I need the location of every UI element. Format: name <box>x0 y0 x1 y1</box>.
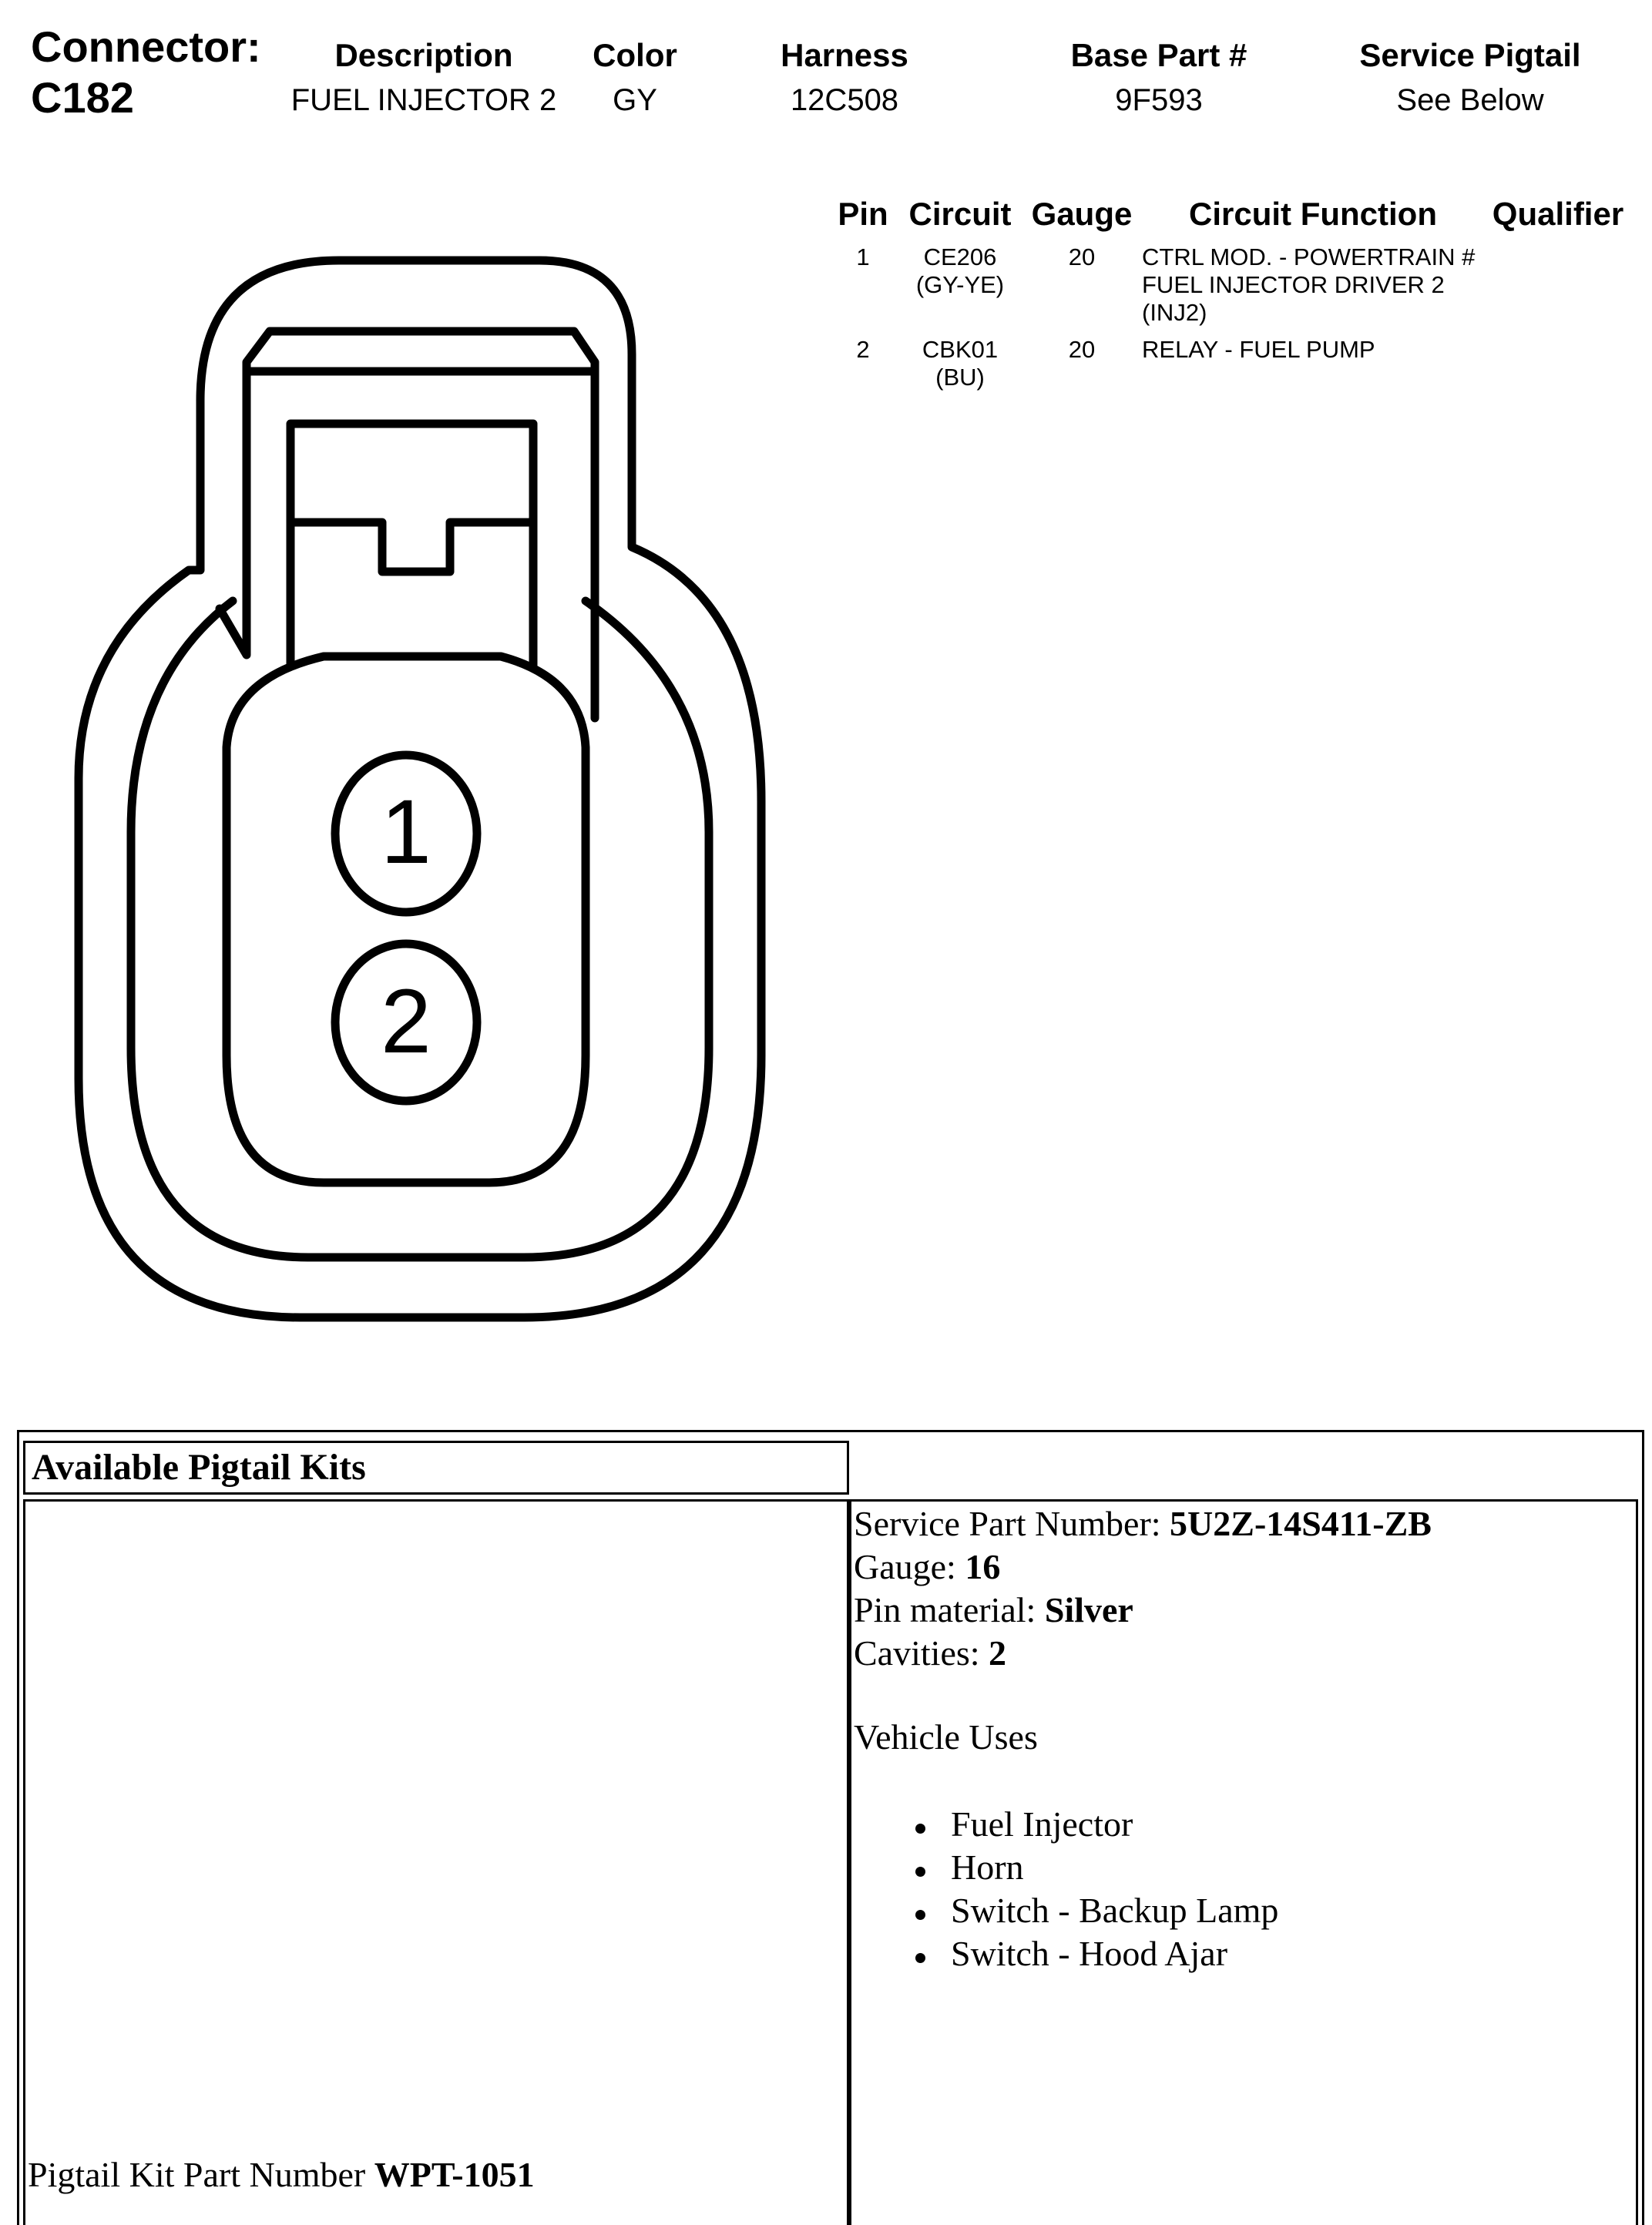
circuit-function-line: FUEL INJECTOR DRIVER 2 <box>1142 271 1445 298</box>
cavities: Cavities: 2 <box>854 1633 1007 1673</box>
connector-face-diagram <box>62 247 786 1341</box>
description-value: FUEL INJECTOR 2 <box>290 83 557 117</box>
circuit-function-header: Circuit Function <box>1189 196 1437 232</box>
pigtail-kit-part-number: Pigtail Kit Part Number WPT-1051 <box>28 2155 535 2194</box>
pigtail-image-cell <box>23 1499 849 2225</box>
connector-inner-seal <box>131 601 709 1257</box>
list-item: Switch - Hood Ajar <box>902 1932 1278 1975</box>
circuit-code: CBK01 <box>922 336 999 363</box>
pin-1-label: 1 <box>381 781 431 883</box>
pin-material: Pin material: Silver <box>854 1590 1133 1629</box>
qualifier-header: Qualifier <box>1492 196 1624 232</box>
latch-notch <box>290 522 533 572</box>
color-value: GY <box>613 83 657 117</box>
service-pigtail-value: See Below <box>1396 83 1544 117</box>
connector-label: Connector: <box>31 22 261 71</box>
base-part-header: Base Part # <box>1070 37 1247 73</box>
service-pigtail-header: Service Pigtail <box>1359 37 1581 73</box>
circuit-function-line: RELAY - FUEL PUMP <box>1142 336 1375 363</box>
circuit-color: (GY-YE) <box>915 271 1005 298</box>
list-item: Switch - Backup Lamp <box>902 1889 1278 1932</box>
service-part-number: Service Part Number: 5U2Z-14S411-ZB <box>854 1504 1432 1543</box>
pin-header: Pin <box>838 196 888 232</box>
gauge-header: Gauge <box>1031 196 1133 232</box>
pin-2-label: 2 <box>381 971 431 1072</box>
pin-number: 1 <box>856 243 870 270</box>
pigtail-gauge: Gauge: 16 <box>854 1547 1001 1586</box>
circuit-function-line: CTRL MOD. - POWERTRAIN # <box>1142 243 1476 270</box>
gauge-value: 20 <box>1068 243 1096 270</box>
circuit-header: Circuit <box>908 196 1012 232</box>
pigtail-section-title: Available Pigtail Kits <box>23 1441 849 1495</box>
description-header: Description <box>334 37 513 73</box>
list-item: Fuel Injector <box>902 1803 1278 1846</box>
latch <box>290 424 533 665</box>
circuit-function-line: (INJ2) <box>1142 299 1207 326</box>
harness-value: 12C508 <box>790 83 899 117</box>
color-header: Color <box>593 37 677 73</box>
connector-id: C182 <box>31 73 134 122</box>
base-part-value: 9F593 <box>1115 83 1203 117</box>
harness-header: Harness <box>781 37 908 73</box>
pigtail-info <box>854 1502 1432 1675</box>
circuit-code: CE206 <box>923 243 997 270</box>
circuit-color: (BU) <box>935 364 985 391</box>
pin-number: 2 <box>856 336 870 363</box>
list-item: Horn <box>902 1846 1278 1889</box>
gauge-value: 20 <box>1068 336 1096 363</box>
vehicle-uses-title: Vehicle Uses <box>854 1717 1038 1757</box>
vehicle-uses-list <box>902 1803 1278 1975</box>
